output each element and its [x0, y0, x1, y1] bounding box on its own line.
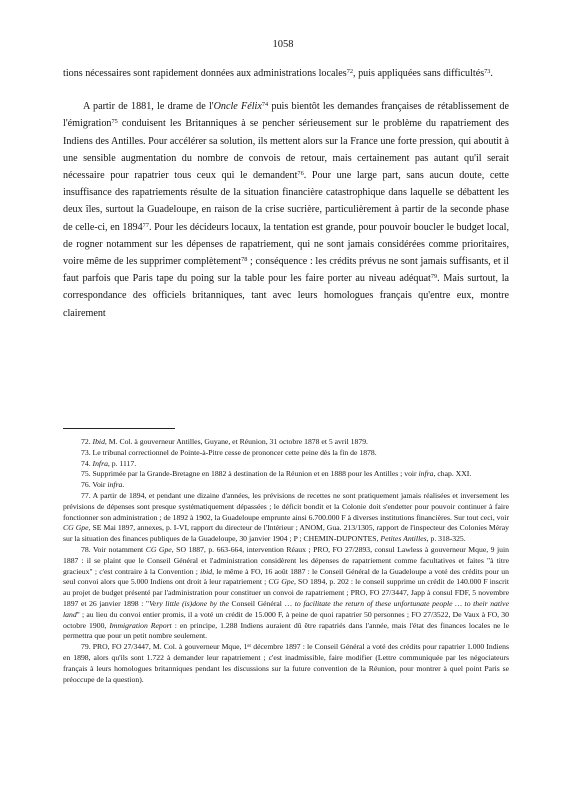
- text-run: ; conséquence : les crédits prévus ne sont jamais suffisants, et il faut parfois que Paris tape du poing sur la table pour les faire porter au niveau adéquat: [63, 256, 509, 285]
- paragraph-2: [63, 98, 509, 322]
- italic-text: Immigration Report: [109, 620, 172, 630]
- footnote-78: [63, 545, 509, 642]
- text-run: , p. 318-325.: [426, 534, 466, 544]
- text-run: . Mais surtout, la correspondance des officiels britanniques, tant avec leurs homologues français qu'entre eux, montre clairement: [63, 273, 509, 319]
- italic-text: CG Gpe: [268, 577, 294, 587]
- footnote-ref-79[interactable]: 79: [430, 273, 438, 281]
- footnote-ref-77[interactable]: 77: [142, 221, 149, 229]
- italic-text: ibid: [200, 566, 213, 576]
- text-run: . Pour une large part, sans aucun doute, cette insuffisance des rapatriements résulte de la situation financière catastrophique dans laquelle se débattent les deux îles, surtout la Guadeloupe, en raison de la crise sucrière, particulièrement à partir de la seconde phase de celle-ci, en 1894: [63, 170, 509, 233]
- footnote-ref-74[interactable]: 74: [261, 101, 269, 109]
- italic-text: CG Gpe: [63, 523, 89, 533]
- body-text: [63, 65, 509, 322]
- text-run: , le même à FO, 16 août 1887 : le Conseil Général de la Guadeloupe a voté des crédits pour un seul convoi alors que 5.000 Indiens ont droit à leur rapatriement ;: [63, 566, 509, 587]
- footnote-ref-73[interactable]: 73: [484, 68, 491, 76]
- italic-text: Petites Antilles: [380, 534, 427, 544]
- text-run: : en principe, 1.288 Indiens auraient dû être rapatriés dans l'année, mais l'état des finances locales ne le permettra que pour un petit nombre seulement.: [63, 620, 509, 641]
- text-run: Conseil Général …: [228, 598, 295, 608]
- page-number: 1058: [272, 39, 294, 50]
- italic-quote: to facilitate the return of these unfortunate people … to their native land: [63, 598, 509, 619]
- text-run: A partir de 1881, le drame de l': [83, 101, 214, 113]
- italic-text: Ibid: [92, 437, 105, 446]
- footnote-75: [63, 469, 509, 480]
- text-run: 77. A partir de 1894, et pendant une dizaine d'années, les prévisions de recettes ne sont pratiquement jamais réalisées et inversement les prévisions de dépenses sont presque systématiquement dépassées ; le déficit bondit et la Colonie doit s'endetter pour pouvoir continuer à faire fonctionner son administration ; de 1892 à 1902, la Guadeloupe emprunte ainsi 6.700.000 F à diverses institutions financières. Sur tout ceci, voir: [63, 490, 509, 522]
- italic-text: Infra: [92, 458, 108, 468]
- italic-title: Oncle Félix: [213, 101, 262, 113]
- text-run: , SO 1887, p. 663-664, intervention Réaux ; PRO, FO 27/2893, consul Lawless à gouverneur Mque, 9 juin 1887 : il se plaint que le Conseil Général et l'administration considèrent les dépenses de rapatriement comme facultatives et faites "à titre gracieux" ; c'est contraire à la Convention ;: [63, 544, 509, 576]
- italic-text: infra: [418, 469, 434, 479]
- text-run: . Pour les décideurs locaux, la tentation est grande, pour pouvoir boucler le budget local, de rogner notamment sur les dépenses de rapatriement, qui ne sont jamais considérées comme prioritaires, voire même de les supprimer complètement: [63, 221, 509, 268]
- text-run: .: [490, 68, 493, 79]
- italic-text: infra: [107, 480, 123, 490]
- text-run: , p. 1117.: [107, 458, 137, 468]
- footnote-76: [63, 480, 509, 491]
- text-run: 79. PRO, FO 27/3447, M. Col. à gouverneur Mque, 1: [81, 642, 248, 652]
- italic-quote: Very little (is)done by the: [149, 598, 229, 608]
- footnote-73: 73. Le tribunal correctionnel de Pointe-à-Pitre cesse de prononcer cette peine dès la fin de 1878.: [81, 447, 377, 457]
- footnote-separator: [63, 428, 175, 429]
- footnote-74: [63, 459, 509, 470]
- text-run: 72.: [81, 437, 93, 446]
- text-run: conduisent les Britanniques à se pencher sérieusement sur le problème du rapatriement des Indiens des Antilles. Pour accélérer sa solution, ils mettent alors sur la France une forte pression, qui aboutit à une sensible augmentation du nombre de convois de retour, mais certainement pas autant qu'il serait nécessaire pour rapatrier tous ceux qui le demandent: [63, 118, 509, 182]
- footnote-79: [63, 642, 509, 685]
- text-run: .: [122, 480, 125, 490]
- footnote-77: [63, 491, 509, 545]
- text-run: 75. Supprimée par la Grande-Bretagne en 1882 à destination de la Réunion et en 1888 pour les Antilles ; voir: [81, 469, 419, 479]
- text-run: 76. Voir: [81, 480, 108, 490]
- paragraph-1: [63, 65, 509, 82]
- text-run: 74.: [81, 458, 93, 468]
- text-run: , puis appliquées sans difficultés: [353, 68, 485, 79]
- text-run: 78. Voir notamment: [81, 544, 146, 554]
- text-run: décembre 1897 : le Conseil Général a voté des crédits pour rapatrier 1.000 Indiens en 1898, alors qu'ils sont 1.722 à demander leur rapatriement ; c'est inadmissible, faire modifier (Lettre communiquée par les négociateurs français à leurs homologues britanniques pendant les discussions sur la future convention de la Réunion, pour montrer à quel point Paris se préoccupe de la question).: [63, 642, 509, 684]
- text-run: , SE Mai 1897, annexes, p. I-VI, rapport du directeur de l'Intérieur ; ANOM, Gua. 213/1305, rapport de l'inspecteur des Colonies Méray sur la situation des finances publiques de la Guadeloupe, 30 janvier 1904 ; P ; CHEMIN-DUPONTES,: [63, 523, 509, 544]
- footnote-ref-72[interactable]: 72: [346, 68, 353, 76]
- text-run: , chap. XXI.: [433, 469, 472, 479]
- text-run: , SO 1894, p. 202 : le conseil supprime un crédit de 140.000 F inscrit au projet de budget présenté par l'administration pour constituer un convoi de rapatriement ; PRO, FO 27/3447, Japp à consul FDF, 5 novembre 1897 et 26 janvier 1898 : ": [63, 577, 509, 608]
- footnote-ref-76[interactable]: 76: [297, 170, 304, 178]
- footnote-72: [63, 437, 509, 448]
- superscript: er: [247, 644, 252, 649]
- text-run: puis bientôt les demandes françaises de rétablissement de l'émigration: [63, 101, 509, 130]
- footnotes: [63, 437, 509, 685]
- footnote-ref-78[interactable]: 78: [241, 256, 248, 264]
- text-run: , M. Col. à gouverneur Antilles, Guyane, et Réunion, 31 octobre 1878 et 5 avril 1879.: [104, 437, 368, 446]
- text-run: " ; au lieu du convoi entier promis, il a voté un crédit de 15.000 F, à peine de quoi rapatrier 50 personnes ; FO 27/3522, De Vaux à FO, 30 octobre 1900,: [63, 609, 509, 630]
- footnote-ref-75[interactable]: 75: [111, 118, 118, 126]
- italic-text: CG Gpe: [145, 544, 172, 554]
- text-run: tions nécessaires sont rapidement données aux administrations locales: [63, 68, 347, 79]
